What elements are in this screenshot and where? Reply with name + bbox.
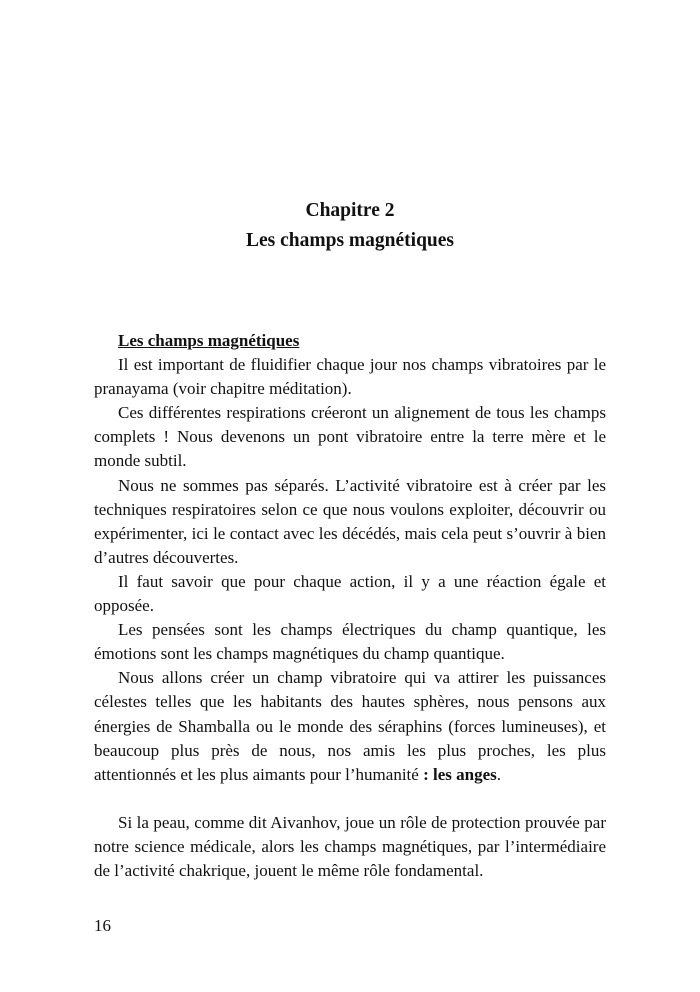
paragraph-end-punctuation: . xyxy=(496,764,501,784)
les-anges-emphasis: : les anges xyxy=(423,764,497,784)
section-title: Les champs magnétiques xyxy=(118,331,300,350)
chapter-heading xyxy=(0,196,700,256)
paragraph-champ-vibratoire-text: Nous allons créer un champ vibratoire qui va attirer les puissances célestes telles que les habitants des hautes sphères, nous pensons aux énergies de Shamballa ou le monde des séraphins (forces lumineuses), et beaucoup plus près de nous, nos amis les plus proches, les plus attentionnés et les plus aimants pour l’humanité xyxy=(94,668,606,784)
paragraph-activite-vibratoire: Nous ne sommes pas séparés. L’activité vibratoire est à créer par les techniques respiratoires selon ce que nous voulons exploiter, découvrir ou expérimenter, ici le contact avec les décédés, mais cela peut s’ouvrir à bien d’autres découvertes. xyxy=(94,475,606,567)
chapter-title: Les champs magnétiques xyxy=(245,230,455,251)
page-number: 16 xyxy=(94,916,111,935)
paragraph-pranayama: Il est important de fluidifier chaque jour nos champs vibratoires par le pranayama (voir chapitre méditation). xyxy=(94,355,606,399)
paragraph-pensees: Les pensées sont les champs électriques du champ quantique, les émotions sont les champs magnétiques du champ quantique. xyxy=(94,620,606,664)
paragraph-champ-vibratoire xyxy=(94,666,606,786)
paragraph-peau-protection: Si la peau, comme dit Aivanhov, joue un rôle de protection prouvée par notre science médicale, alors les champs magnétiques, par l’intermédiaire de l’activité chakrique, jouent le même rôle fondamental. xyxy=(94,812,606,881)
paragraph-action-reaction: Il faut savoir que pour chaque action, il y a une réaction égale et opposée. xyxy=(94,571,606,616)
paragraph-respirations: Ces différentes respirations créeront un alignement de tous les champs complets ! Nous devenons un pont vibratoire entre la terre mère et le monde subtil. xyxy=(94,403,606,471)
chapter-number: Chapitre 2 xyxy=(305,200,395,221)
body-text xyxy=(94,329,606,883)
